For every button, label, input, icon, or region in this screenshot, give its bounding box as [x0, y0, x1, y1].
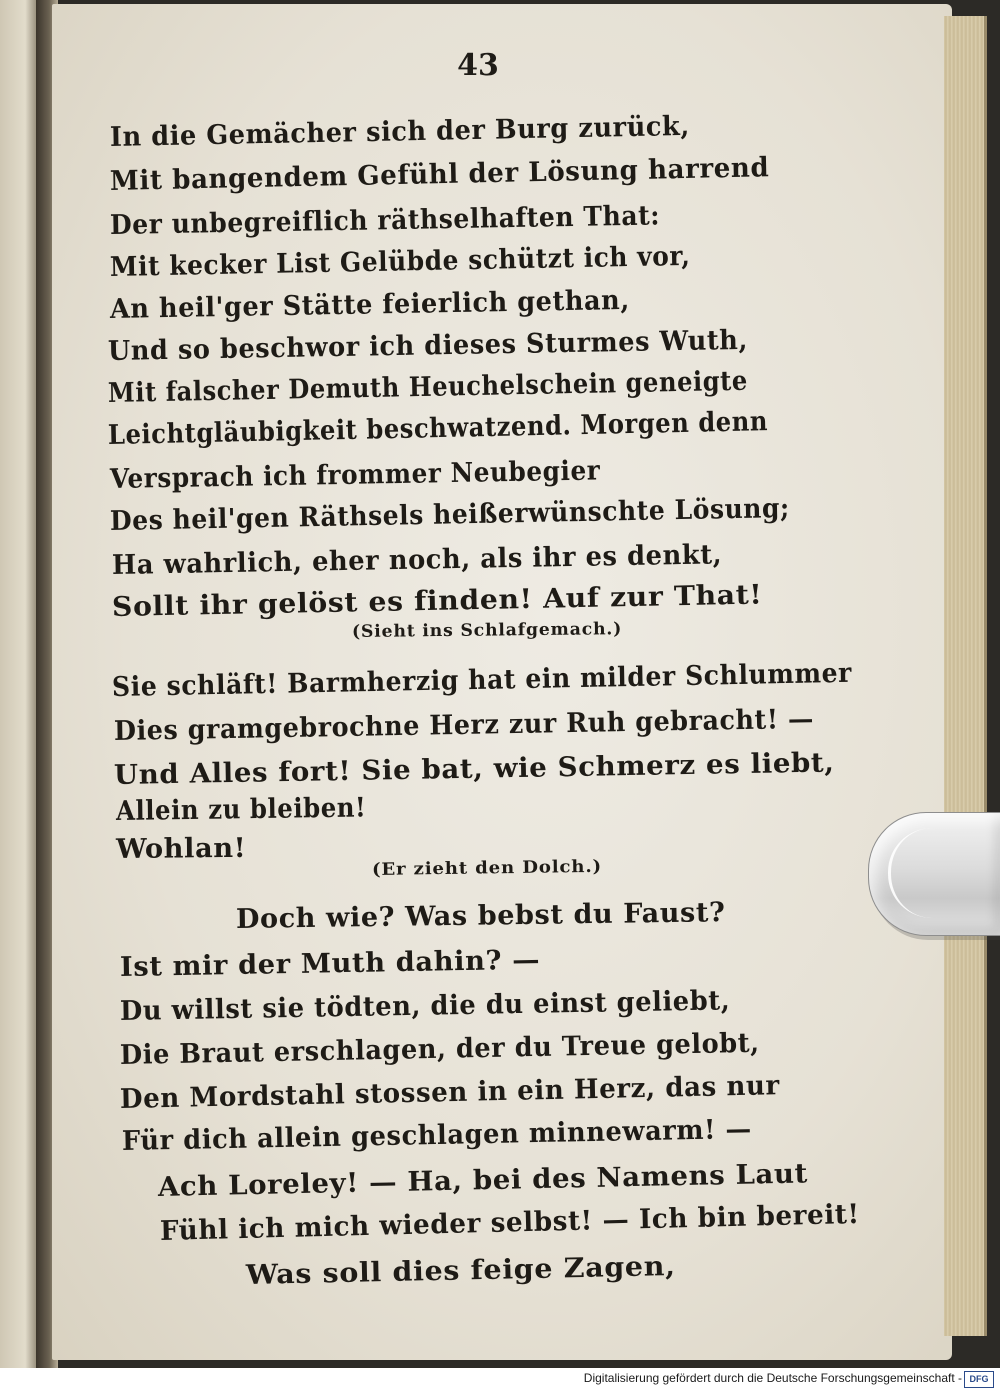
verse-line: Mit falscher Demuth Heuchelschein geneigte	[107, 365, 749, 409]
stage-direction: (Er zieht den Dolch.)	[371, 856, 603, 880]
dfg-logo-icon: DFG	[964, 1371, 994, 1388]
verse-line: Die Braut erschlagen, der du Treue gelobt,	[119, 1027, 760, 1071]
verse-line: Doch wie? Was bebst du Faust?	[235, 897, 726, 935]
verse-line: Dies gramgebrochne Herz zur Ruh gebracht! —	[113, 703, 815, 747]
verse-line: Was soll dies feige Zagen,	[245, 1251, 676, 1291]
verse-line: Du willst sie tödten, die du einst geliebt,	[119, 985, 731, 1027]
verse-line: Ha wahrlich, eher noch, als ihr es denkt,	[111, 539, 723, 581]
verse-line: Und Alles fort! Sie bat, wie Schmerz es liebt,	[113, 747, 835, 791]
stage-direction: (Sieht ins Schlafgemach.)	[351, 619, 623, 642]
verse-line: An heil'ger Stätte feierlich gethan,	[109, 284, 631, 325]
verse-line: Allein zu bleiben!	[115, 792, 367, 827]
verse-line: Leichtgläubigkeit beschwatzend. Morgen denn	[107, 406, 769, 451]
verse-line: Mit kecker List Gelübde schützt ich vor,	[109, 240, 691, 283]
verse-line: Für dich allein geschlagen minnewarm! —	[121, 1113, 753, 1157]
funding-credit: Digitalisierung gefördert durch die Deutsche Forschungsgemeinschaft -	[583, 1371, 962, 1385]
verse-line: In die Gemächer sich der Burg zurück,	[109, 110, 691, 153]
verse-line: Und so beschwor ich dieses Sturmes Wuth,	[107, 324, 749, 367]
verse-line: Des heil'gen Räthsels heißerwünschte Lösung;	[109, 492, 791, 537]
verse-line: Mit bangendem Gefühl der Lösung harrend	[109, 152, 770, 197]
verse-line: Sollt ihr gelöst es finden! Auf zur That!	[111, 579, 763, 623]
verse-line: Den Mordstahl stossen in ein Herz, das nur	[119, 1070, 781, 1115]
verse-line: Ach Loreley! — Ha, bei des Namens Laut	[157, 1158, 809, 1203]
verse-line: Wohlan!	[115, 832, 247, 865]
footer	[0, 1368, 1000, 1390]
verse-line: Versprach ich frommer Neubegier	[109, 455, 601, 495]
page-number: 43	[457, 48, 499, 83]
verse-line: Der unbegreiflich räthselhaften That:	[109, 200, 661, 241]
verse-line: Sie schläft! Barmherzig hat ein milder Schlummer	[111, 657, 853, 703]
verse-line: Fühl ich mich wieder selbst! — Ich bin bereit!	[159, 1198, 861, 1247]
verse-line: Ist mir der Muth dahin? —	[119, 944, 541, 983]
